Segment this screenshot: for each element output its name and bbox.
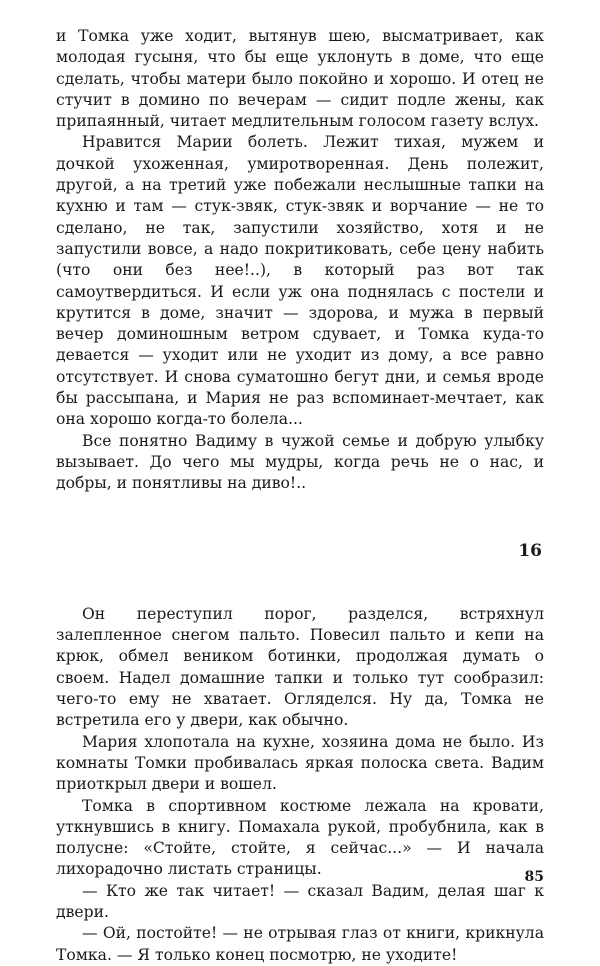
paragraph-vadim-observation: Все понятно Вадиму в чужой семье и добрую улыбку вызывает. До чего мы мудры, когда речь не о нас, и добры, и понятливы на диво!..	[56, 431, 544, 493]
paragraph-tomka-dialogue: — Ой, постойте! — не отрывая глаз от книги, крикнула Томка. — Я только конец посмотрю, не уходите!	[56, 924, 544, 964]
chapter-number: 16	[518, 540, 542, 561]
paragraph-maria-kitchen: Мария хлопотала на кухне, хозяина дома не было. Из комнаты Томки пробивалась яркая полоска света. Вадим приоткрыл двери и вошел.	[56, 732, 544, 794]
paragraph-maria-illness: Нравится Марии болеть. Лежит тихая, мужем и дочкой ухоженная, умиротворенная. День полежит, другой, а на третий уже побежали неслышные тапки на кухню и там — стук-звяк, стук-звяк и ворчание — не то сделано, не так, запустили хозяйство, хотя и не запустили вовсе, а надо покритиковать, себе цену набить (что они без нее!..), в который раз вот так самоутвердиться. И если уж она поднялась с постели и крутится в доме, значит — здорова, и мужа в первый вечер доминошным ветром сдувает, и Томка куда-то девается — уходит или не уходит из дому, а все равно отсутствует. И снова суматошно бегут дни, и семья вроде бы рассыпана, и Мария не раз вспоминает-мечтает, как она хорошо когда-то болела...	[56, 133, 544, 429]
book-page	[56, 26, 544, 966]
paragraph-continuation: и Томка уже ходит, вытянув шею, высматривает, как молодая гусыня, что бы еще уклонуть в доме, что еще сделать, чтобы матери было покойно и хорошо. И отец не стучит в домино по вечерам — сидит подле жены, как припаянный, читает медлительным голосом газету вслух.	[56, 27, 544, 131]
paragraph-vadim-arrives: Он переступил порог, разделся, встряхнул залепленное снегом пальто. Повесил пальто и кепи на крюк, обмел веником ботинки, продолжая думать о своем. Надел домашние тапки и только тут сообразил: чего-то ему не хватает. Огляделся. Ну да, Томка не встретила его у двери, как обычно.	[56, 604, 544, 730]
page-number: 85	[524, 869, 544, 885]
paragraph-tomka-reading: Томка в спортивном костюме лежала на кровати, уткнувшись в книгу. Помахала рукой, пробубнила, как в полусне: «Стойте, стойте, я сейчас...» — И начала лихорадочно листать страницы.	[56, 796, 544, 879]
paragraph-vadim-dialogue: — Кто же так читает! — сказал Вадим, делая шаг к двери.	[56, 881, 544, 921]
